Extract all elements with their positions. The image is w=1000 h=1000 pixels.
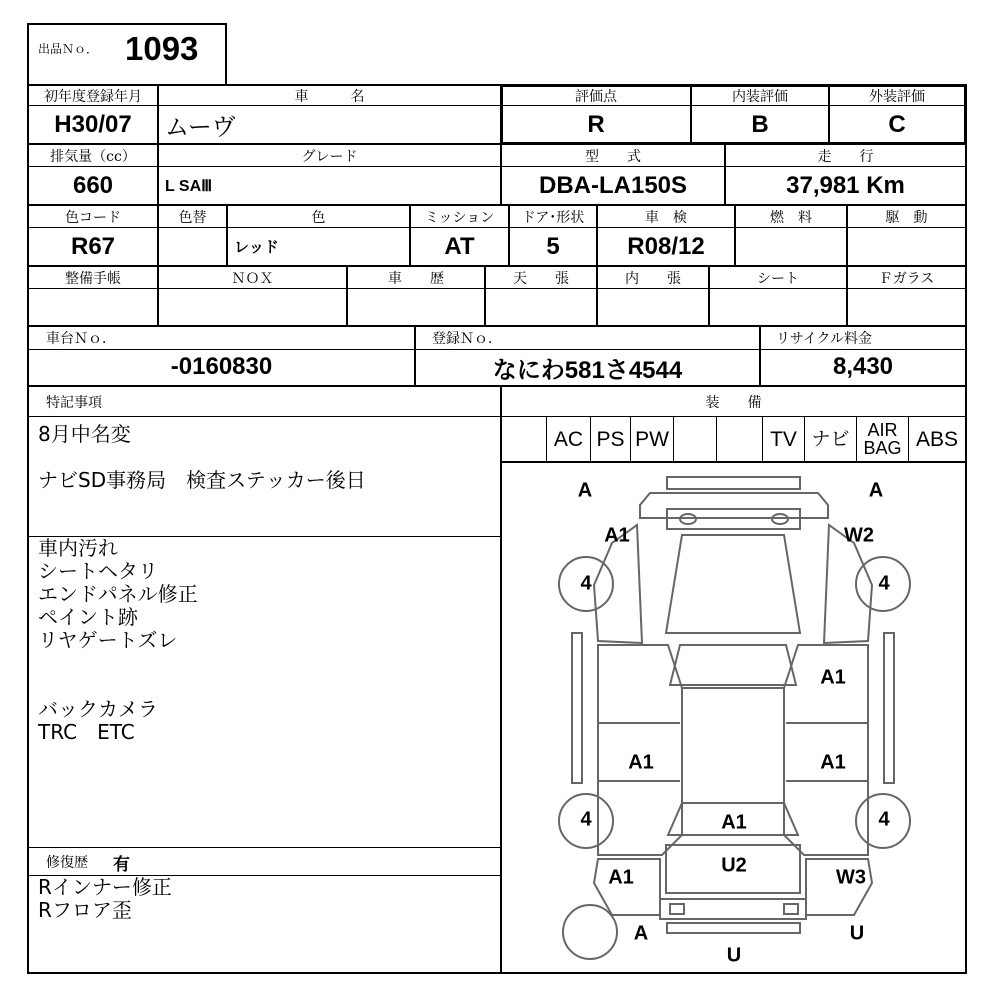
model-value: DBA-LA150S bbox=[538, 171, 688, 199]
header-transmission: ミッション bbox=[424, 209, 495, 226]
mark-rear-right-tire: 4 bbox=[878, 808, 890, 831]
mark-left-rear-fender: A1 bbox=[608, 866, 634, 889]
displacement-value: 660 bbox=[72, 171, 114, 199]
header-interior-grade: 内装評価 bbox=[732, 88, 788, 105]
header-interior-trim: 内 張 bbox=[625, 270, 681, 287]
header-color-change: 色替 bbox=[178, 209, 207, 226]
equip-blank-2 bbox=[674, 417, 716, 461]
header-doors: ドア･形状 bbox=[521, 209, 585, 226]
interior-grade-value: B bbox=[751, 110, 769, 138]
header-first-registration: 初年度登録年月 bbox=[44, 88, 142, 105]
repair-history-label: 修復歴 bbox=[46, 855, 88, 871]
mark-rear-right-bumper: U bbox=[849, 922, 865, 945]
notes-top: 8月中名変 ナビSD事務局 検査ステッカー後日 bbox=[38, 422, 366, 492]
color-change-value bbox=[159, 228, 226, 265]
lot-label: 出品Ｎｏ． bbox=[38, 42, 99, 56]
grade-value: L SAⅢ bbox=[165, 177, 213, 195]
doors-value: 5 bbox=[546, 232, 560, 260]
fuel-value bbox=[736, 228, 846, 265]
header-maintenance: 整備手帳 bbox=[65, 270, 121, 287]
mark-front-right-corner: A bbox=[868, 479, 884, 502]
spare-tire bbox=[563, 905, 617, 959]
car-name-value: ムーヴ bbox=[165, 113, 236, 141]
repair-history-text: Rインナー修正 Rフロア歪 bbox=[38, 875, 172, 922]
mark-rear-bumper-center: U bbox=[726, 944, 742, 967]
mark-rear-left-bumper: A bbox=[633, 922, 649, 945]
mark-rear-window: A1 bbox=[721, 811, 747, 834]
equip-navi: ナビ bbox=[811, 427, 850, 450]
header-equipment: 装 備 bbox=[705, 395, 762, 411]
header-recycle-fee: リサイクル料金 bbox=[776, 331, 873, 347]
header-car-name: 車 名 bbox=[294, 88, 365, 105]
header-history: 車 歴 bbox=[388, 270, 444, 287]
header-grade: グレード bbox=[301, 148, 358, 165]
mark-right-rear-door: A1 bbox=[820, 751, 846, 774]
header-roof: 天 張 bbox=[513, 270, 569, 287]
cabin-outline bbox=[670, 645, 796, 685]
drive-value bbox=[848, 228, 965, 265]
mark-front-left-tire: 4 bbox=[580, 572, 592, 595]
header-seat: シート bbox=[757, 270, 799, 287]
mark-front-right-tire: 4 bbox=[878, 572, 890, 595]
header-drive: 駆 動 bbox=[885, 209, 928, 226]
notes-middle: 車内汚れ シートヘタリ エンドパネル修正 ペイント跡 リヤゲートズレ バックカメラ TRC ETC bbox=[38, 536, 198, 744]
mark-front-left-corner: A bbox=[577, 479, 593, 502]
header-f-glass: Ｆガラス bbox=[878, 270, 935, 287]
inspection-value: R08/12 bbox=[627, 232, 705, 260]
hood-outline bbox=[666, 535, 800, 633]
mark-rear-left-tire: 4 bbox=[580, 808, 592, 831]
first-registration-value: H30/07 bbox=[54, 110, 132, 138]
lot-number: 1093 bbox=[125, 30, 199, 67]
mileage-value: 37,981 Km bbox=[786, 171, 905, 199]
header-nox: ＮＯＸ bbox=[231, 270, 274, 287]
front-bumper-outline bbox=[667, 477, 800, 489]
color-value: レッド bbox=[234, 238, 279, 256]
header-inspection: 車 検 bbox=[645, 209, 687, 226]
exterior-grade-value: C bbox=[888, 110, 906, 138]
header-color: 色 bbox=[311, 209, 326, 226]
equip-ac: AC bbox=[553, 427, 584, 451]
header-color-code: 色コード bbox=[65, 209, 121, 226]
header-registration-number: 登録Ｎｏ． bbox=[432, 331, 502, 347]
recycle-fee-value: 8,430 bbox=[832, 353, 894, 380]
left-sill-outline bbox=[572, 633, 582, 783]
transmission-value: AT bbox=[444, 232, 475, 260]
equip-tv: TV bbox=[770, 427, 797, 451]
left-side-outline bbox=[598, 645, 682, 855]
mark-right-front-door: A1 bbox=[820, 666, 846, 689]
header-notes: 特記事項 bbox=[46, 395, 102, 411]
mark-rear-hatch: U2 bbox=[721, 854, 747, 877]
repair-history-value: 有 bbox=[113, 855, 130, 875]
mark-left-front-fender: A1 bbox=[604, 524, 630, 547]
equip-airbag: AIR BAG bbox=[863, 420, 902, 458]
mark-left-rear-door: A1 bbox=[628, 751, 654, 774]
chassis-number-value: -0160830 bbox=[170, 353, 273, 380]
mark-right-front-fender: W2 bbox=[844, 524, 874, 547]
header-model: 型 式 bbox=[585, 148, 641, 165]
equip-blank-1 bbox=[502, 417, 546, 461]
header-fuel: 燃 料 bbox=[770, 209, 812, 226]
equip-abs: ABS bbox=[915, 427, 959, 451]
roof-outline bbox=[682, 688, 784, 803]
header-exterior-grade: 外装評価 bbox=[869, 88, 925, 105]
equip-ps: PS bbox=[596, 427, 625, 451]
color-code-value: R67 bbox=[70, 232, 116, 260]
header-chassis-number: 車台Ｎｏ． bbox=[46, 331, 116, 347]
car-diagram bbox=[502, 463, 965, 972]
equip-blank-3 bbox=[717, 417, 762, 461]
header-score: 評価点 bbox=[575, 88, 617, 105]
right-sill-outline bbox=[884, 633, 894, 783]
equip-pw: PW bbox=[635, 427, 669, 451]
header-displacement: 排気量（cc） bbox=[50, 148, 136, 165]
rear-lower-outline bbox=[667, 923, 800, 933]
mark-right-rear-fender: W3 bbox=[836, 866, 866, 889]
registration-number-value: なにわ581さ4544 bbox=[492, 356, 683, 384]
header-mileage: 走 行 bbox=[817, 148, 874, 165]
score-value: R bbox=[587, 110, 605, 138]
